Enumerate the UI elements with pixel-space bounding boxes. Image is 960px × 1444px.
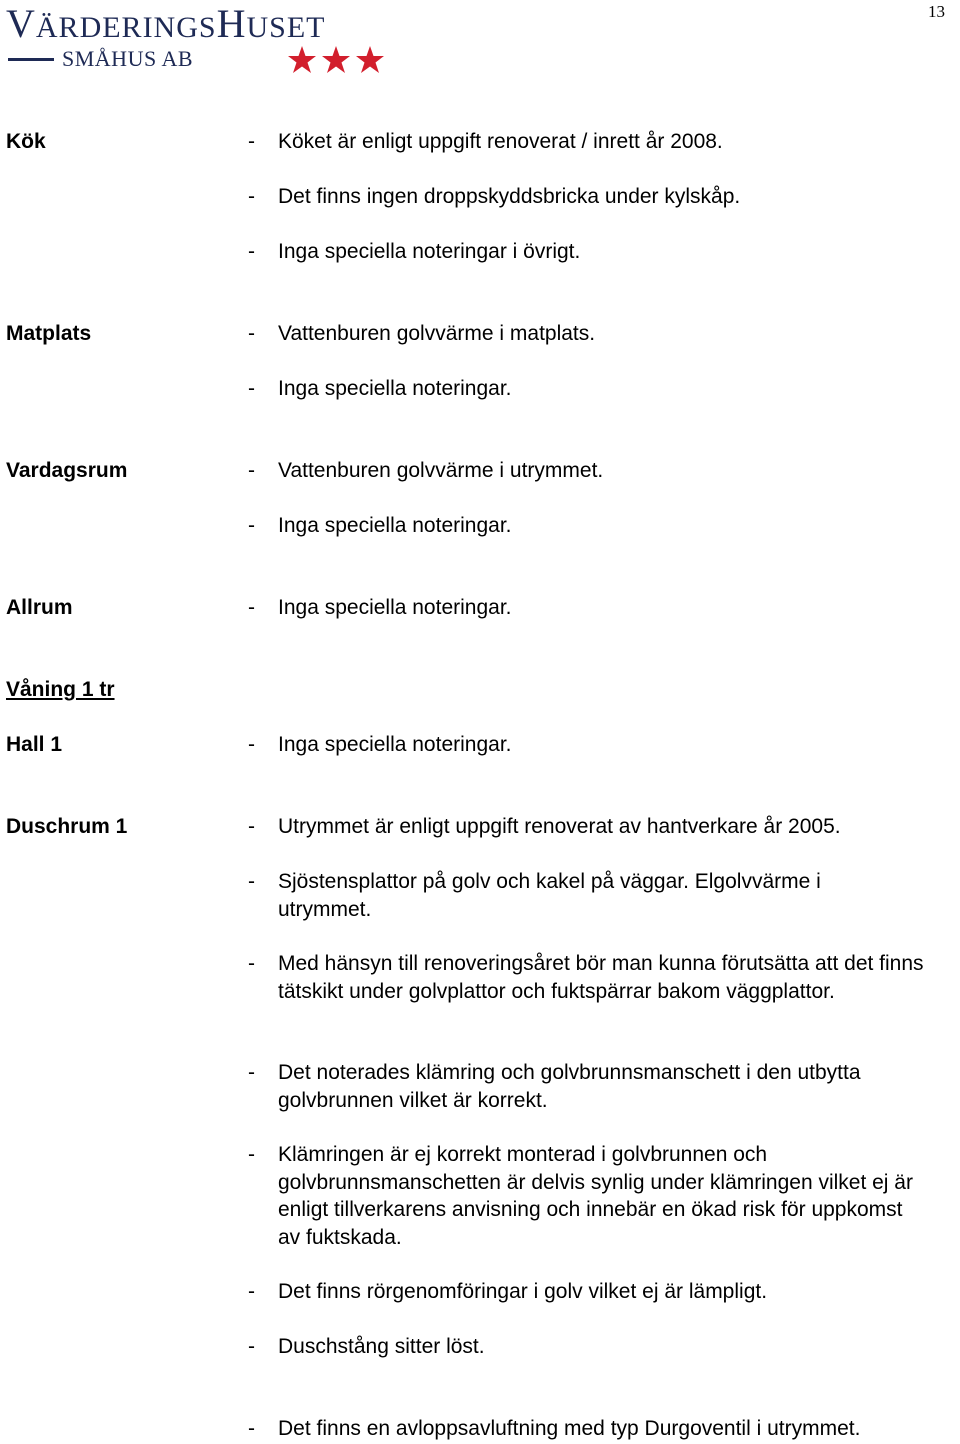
bullet-dash: -: [248, 870, 255, 893]
logo-wordmark: VÄRDERINGSHUSET: [6, 1, 326, 46]
note-text: Inga speciella noteringar.: [278, 596, 512, 619]
logo-rule: [8, 58, 54, 61]
note-text: Klämringen är ej korrekt monterad i golvbrunnen och golvbrunnsmanschetten är delvis synlig under klämringen vilket ej är enligt tillverkarens anvisning och innebär en ökad risk för uppkomst av fuktskada.: [278, 1143, 913, 1249]
note-text: Köket är enligt uppgift renoverat / inrett år 2008.: [278, 130, 723, 153]
bullet-dash: -: [248, 240, 255, 263]
bullet-dash: -: [248, 514, 255, 537]
bullet-dash: -: [248, 1143, 255, 1166]
note-text: Inga speciella noteringar i övrigt.: [278, 240, 581, 263]
note-text: Det finns en avloppsavluftning med typ Durgoventil i utrymmet.: [278, 1417, 861, 1440]
note-text: Duschstång sitter löst.: [278, 1335, 485, 1358]
section-label: Matplats: [6, 322, 92, 345]
note-text: Inga speciella noteringar.: [278, 733, 512, 756]
bullet-dash: -: [248, 459, 255, 482]
bullet-dash: -: [248, 1335, 255, 1358]
section-label: Duschrum 1: [6, 815, 128, 838]
floor-heading: Våning 1 tr: [6, 678, 115, 701]
bullet-dash: -: [248, 1061, 255, 1084]
note-text: Vattenburen golvvärme i matplats.: [278, 322, 596, 345]
logo-stars-icon: [288, 44, 384, 78]
note-text: Det finns rörgenomföringar i golv vilket ej är lämpligt.: [278, 1280, 768, 1303]
bullet-dash: -: [248, 185, 255, 208]
bullet-dash: -: [248, 596, 255, 619]
section-label: Hall 1: [6, 733, 63, 756]
note-text: Det noterades klämring och golvbrunnsmanschett i den utbytta golvbrunnen vilket är korrekt.: [278, 1061, 861, 1112]
logo-subtitle: SMÅHUS AB: [62, 46, 194, 71]
note-text: Med hänsyn till renoveringsåret bör man kunna förutsätta att det finns tätskikt under golvplattor och fuktspärrar bakom väggplattor.: [278, 952, 924, 1003]
bullet-dash: -: [248, 952, 255, 975]
page-number: 13: [928, 2, 945, 21]
note-text: Inga speciella noteringar.: [278, 514, 512, 537]
company-logo: [6, 1, 386, 78]
section-label: Vardagsrum: [6, 459, 128, 482]
note-text: Inga speciella noteringar.: [278, 377, 512, 400]
section-label: Allrum: [6, 596, 73, 619]
bullet-dash: -: [248, 130, 255, 153]
bullet-dash: -: [248, 322, 255, 345]
note-text: Vattenburen golvvärme i utrymmet.: [278, 459, 604, 482]
note-text: Det finns ingen droppskyddsbricka under kylskåp.: [278, 185, 741, 208]
note-text: Utrymmet är enligt uppgift renoverat av hantverkare år 2005.: [278, 815, 841, 838]
bullet-dash: -: [248, 733, 255, 756]
note-text: Sjöstensplattor på golv och kakel på väggar. Elgolvvärme i utrymmet.: [278, 870, 821, 921]
bullet-dash: -: [248, 377, 255, 400]
bullet-dash: -: [248, 815, 255, 838]
bullet-dash: -: [248, 1280, 255, 1303]
section-label: Kök: [6, 130, 46, 153]
bullet-dash: -: [248, 1417, 255, 1440]
